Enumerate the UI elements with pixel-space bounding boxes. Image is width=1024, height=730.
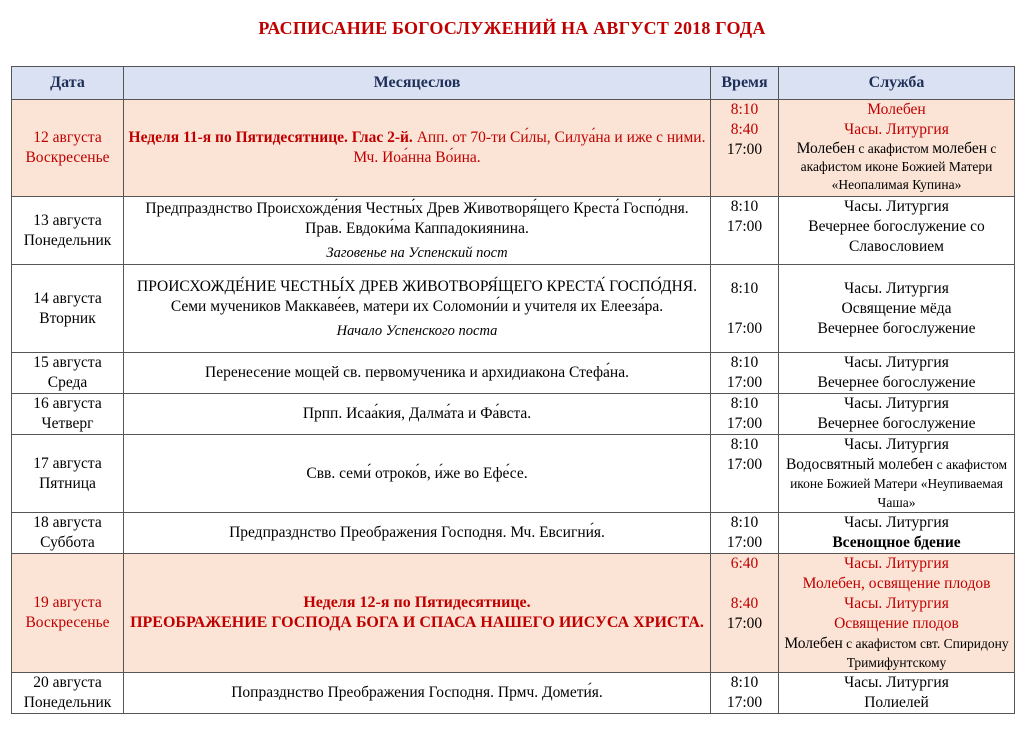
date-text: 17 августа [33,454,102,472]
date-text: 13 августа [33,211,102,229]
date-text: 15 августа [33,354,102,371]
table-row [12,197,1015,265]
service-item: Молебен с акафистом молебен с акафистом иконе Божией Матери «Неопалимая Купина» [796,140,997,192]
service-item: Вечернее богослужение [817,374,976,391]
weekday-text: Понедельник [23,694,112,711]
time-value: 17:00 [726,694,763,711]
service-item: Часы. Литургия [844,555,949,572]
weekday-text: Понедельник [23,231,112,249]
service-cell [779,513,1015,554]
service-item: Часы. Литургия [844,280,949,297]
calendar-note: Заговенье на Успенский пост [326,244,508,261]
time-cell [711,394,779,435]
time-value: 17:00 [726,615,763,632]
date-cell [12,394,124,435]
schedule-table [11,66,1015,714]
service-item: Часы. Литургия [844,354,949,371]
calendar-note: Начало Успенского поста [336,322,498,339]
weekday-text: Суббота [40,534,95,551]
date-text: 12 августа [33,129,102,146]
date-cell [12,554,124,673]
date-cell [12,353,124,394]
time-cell [711,100,779,197]
table-row [12,394,1015,435]
calendar-cell: Предпразднство Преображения Господня. Мч. Евсигни́я. [124,513,711,554]
time-value: 8:10 [730,101,759,118]
service-cell [779,394,1015,435]
service-cell [779,435,1015,513]
weekday-text: Воскресенье [25,614,110,631]
date-cell [12,265,124,353]
time-value: 8:10 [730,280,759,297]
service-item: Часы. Литургия [844,514,949,531]
time-value: 17:00 [726,374,763,391]
calendar-cell: Попразднство Преображения Господня. Прмч. Домети́я. [124,673,711,714]
time-cell [711,554,779,673]
feast-name: ПРЕОБРАЖЕНИЕ ГОСПОДА БОГА И СПАСА НАШЕГО ИИСУСА ХРИСТА. [130,614,704,631]
time-value: 6:40 [730,555,759,572]
time-value: 8:40 [730,595,759,612]
weekday-text: Воскресенье [25,149,110,166]
weekday-text: Вторник [39,309,96,327]
table-row [12,353,1015,394]
date-text: 20 августа [33,674,102,691]
header-date: Дата [12,67,124,100]
calendar-cell: Прпп. Исаа́кия, Далма́та и Фа́вста. [124,394,711,435]
date-cell [12,435,124,513]
time-cell [711,673,779,714]
calendar-cell [124,100,711,197]
table-row [12,435,1015,513]
time-cell [711,265,779,353]
service-item: Часы. Литургия [844,595,949,612]
date-cell [12,673,124,714]
service-item: Часы. Литургия [844,674,949,691]
time-value: 17:00 [726,456,763,473]
service-cell [779,197,1015,265]
weekday-text: Четверг [41,415,94,432]
date-text: 14 августа [33,289,102,307]
service-item: Вечернее богослужение [817,320,976,337]
header-row [12,67,1015,100]
service-item: Часы. Литургия [844,436,949,453]
table-row [12,513,1015,554]
calendar-text: Предпразднство Происхожде́ния Честны́х Древ Животворя́щего Креста́ Госпо́дня. Прав. Евдоки́ма Каппадокиянина. [145,199,689,237]
calendar-text: ПРОИСХОЖДЕ́НИЕ ЧЕСТНЫ́Х ДРЕВ ЖИВОТВОРЯ́ЩЕГО КРЕСТА́ ГОСПО́ДНЯ. Семи мучеников Маккаве́ев, матери их Соломони́и и учителя их Елееза́ра. [137,277,697,315]
service-item: Освящение мёда [841,300,952,317]
service-item: Всенощное бдение [832,534,961,551]
time-value: 8:10 [730,395,759,412]
table-row [12,265,1015,353]
time-value: 8:10 [730,198,759,215]
time-value: 8:10 [730,354,759,371]
service-item: Освящение плодов [834,615,959,632]
date-text: 16 августа [33,395,102,412]
time-cell [711,197,779,265]
page-title: РАСПИСАНИЕ БОГОСЛУЖЕНИЙ НА АВГУСТ 2018 ГОДА [258,18,766,38]
feast-title: Неделя 11-я по Пятидесятнице. Глас 2-й. [128,129,413,146]
weekday-text: Среда [47,374,88,391]
weekday-text: Пятница [39,474,96,492]
time-value: 8:10 [730,514,759,531]
time-value: 17:00 [726,534,763,551]
service-cell [779,353,1015,394]
header-service: Служба [779,67,1015,100]
service-item: Часы. Литургия [844,395,949,412]
time-value: 17:00 [726,141,763,158]
calendar-cell [124,265,711,353]
date-text: 19 августа [33,594,102,611]
service-cell [779,673,1015,714]
date-cell [12,513,124,554]
service-cell [779,265,1015,353]
service-item: Водосвятный молебен с акафистом иконе Божией Матери «Неупиваемая Чаша» [785,456,1008,510]
feast-title: Неделя 12-я по Пятидесятнице. [303,594,531,611]
service-item: Молебен с акафистом свт. Спиридону Тримифунтскому [784,635,1009,670]
time-value: 17:00 [726,218,763,235]
time-value: 8:40 [730,121,759,138]
time-value: 17:00 [726,415,763,432]
table-row [12,554,1015,673]
service-item: Полиелей [864,694,929,711]
time-cell [711,435,779,513]
header-time: Время [711,67,779,100]
date-cell [12,197,124,265]
time-value: 8:10 [730,436,759,453]
service-item: Молебен, освящение плодов [802,575,991,592]
service-item: Вечернее богослужение [817,415,976,432]
calendar-cell [124,197,711,265]
service-item: Молебен [867,101,926,118]
date-cell [12,100,124,197]
service-item: Часы. Литургия [844,198,949,215]
service-item: Часы. Литургия [844,121,949,138]
table-row [12,673,1015,714]
service-item: Вечернее богослужение со Славословием [808,218,985,255]
calendar-cell: Перенесение мощей св. первомученика и архидиакона Стефа́на. [124,353,711,394]
time-value: 8:10 [730,674,759,691]
service-cell [779,100,1015,197]
date-text: 18 августа [33,514,102,531]
time-value: 17:00 [726,320,763,337]
calendar-cell [124,554,711,673]
time-cell [711,353,779,394]
table-row [12,100,1015,197]
header-calendar: Месяцеслов [124,67,711,100]
service-cell [779,554,1015,673]
calendar-cell: Свв. семи́ отроко́в, и́же во Ефе́се. [124,435,711,513]
calendar-text: Апп. от 70-ти Си́лы, Силуа́на и иже с ними. Мч. Иоа́нна Во́ина. [353,129,706,166]
time-cell [711,513,779,554]
